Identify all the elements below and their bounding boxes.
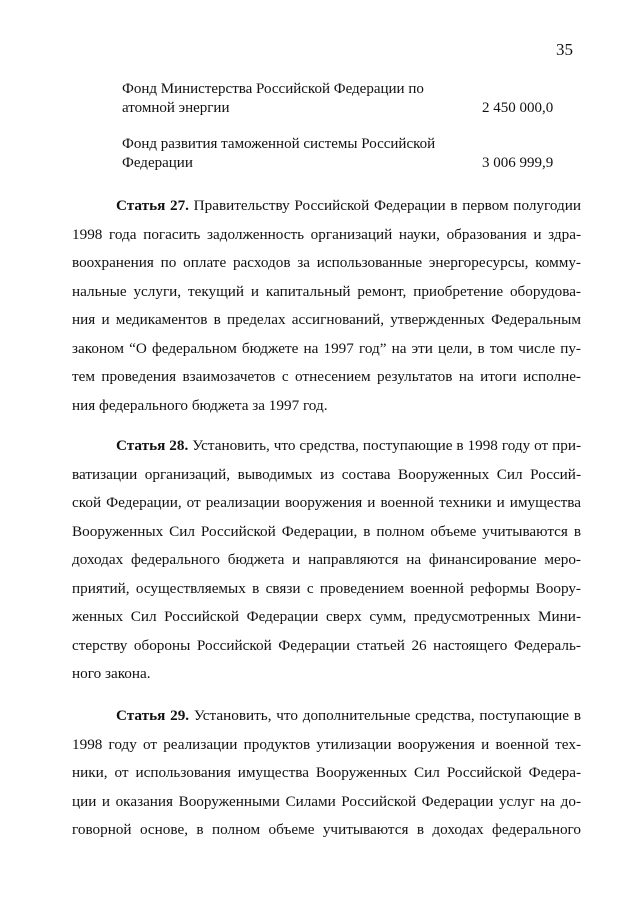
article-line: 1998 году от реализации продуктов утилизации вооружения и военной тех- <box>72 735 581 753</box>
article-line: воохранения по оплате расходов за использованные энергоресурсы, комму- <box>72 254 581 271</box>
article-line: Вооруженных Сил Российской Федерации, в полном объеме учитываются в <box>72 522 581 540</box>
fund-name-line: Федерации <box>122 155 193 171</box>
fund-name-line: атомной энергии <box>122 100 230 116</box>
article-line: ного закона. <box>72 665 151 682</box>
article-line: ской Федерации, от реализации вооружения и военной техники и имущества <box>72 494 581 511</box>
article-text: Правительству Российской Федерации в первом полугодии <box>188 197 581 214</box>
article-line: доходах федерального бюджета и направляются на финансирование меро- <box>72 551 581 568</box>
article-label: Статья 27. <box>116 197 189 214</box>
article-line: ции и оказания Вооруженными Силами Российской Федерации услуг на до- <box>72 792 581 810</box>
article-line: говорной основе, в полном объеме учитываются в доходах федерального <box>72 821 581 838</box>
article-27 <box>72 192 581 420</box>
article-line: приятий, осуществляемых в связи с проведением военной реформы Воору- <box>72 579 581 597</box>
article-line: ники, от использования имущества Вооруженных Сил Российской Федера- <box>72 764 581 781</box>
article-line: ния федерального бюджета за 1997 год. <box>72 396 328 414</box>
article-29 <box>72 702 581 845</box>
article-line: стерству обороны Российской Федерации статьей 26 настоящего Федераль- <box>72 636 581 654</box>
article-line: тем проведения взаимозачетов с отнесением результатов на итоги исполне- <box>72 368 581 385</box>
fund-row <box>122 80 572 118</box>
article-text: Установить, что средства, поступающие в 1998 году от при- <box>188 437 582 454</box>
article-28 <box>72 432 581 689</box>
article-line <box>72 702 581 731</box>
article-line <box>72 432 581 461</box>
fund-row <box>122 135 572 173</box>
page-number: 35 <box>556 40 573 59</box>
fund-amount: 2 450 000,0 <box>482 100 554 116</box>
article-line: 1998 года погасить задолженность организаций науки, образования и здра- <box>72 225 581 243</box>
fund-name-line: Фонд развития таможенной системы Российской <box>122 136 436 152</box>
article-line: ватизации организаций, выводимых из состава Вооруженных Сил Россий- <box>72 465 581 483</box>
article-text: Установить, что дополнительные средства, поступающие в <box>189 707 581 724</box>
fund-name-line: Фонд Министерства Российской Федерации по <box>122 81 424 97</box>
article-line: ния и медикаментов в пределах ассигнований, утвержденных Федеральным <box>72 311 581 328</box>
article-label: Статья 28. <box>116 437 189 454</box>
fund-name <box>122 135 442 173</box>
fund-amount: 3 006 999,9 <box>482 155 554 171</box>
article-line: женных Сил Российской Федерации сверх сумм, предусмотренных Мини- <box>72 608 581 625</box>
article-line: нальные услуги, текущий и капитальный ремонт, приобретение оборудова- <box>72 282 581 300</box>
article-line: законом “О федеральном бюджете на 1997 год” на эти цели, в том числе пу- <box>72 339 581 357</box>
fund-name <box>122 80 442 118</box>
article-label: Статья 29. <box>116 707 190 724</box>
fund-table <box>122 80 572 190</box>
article-line <box>72 192 581 221</box>
